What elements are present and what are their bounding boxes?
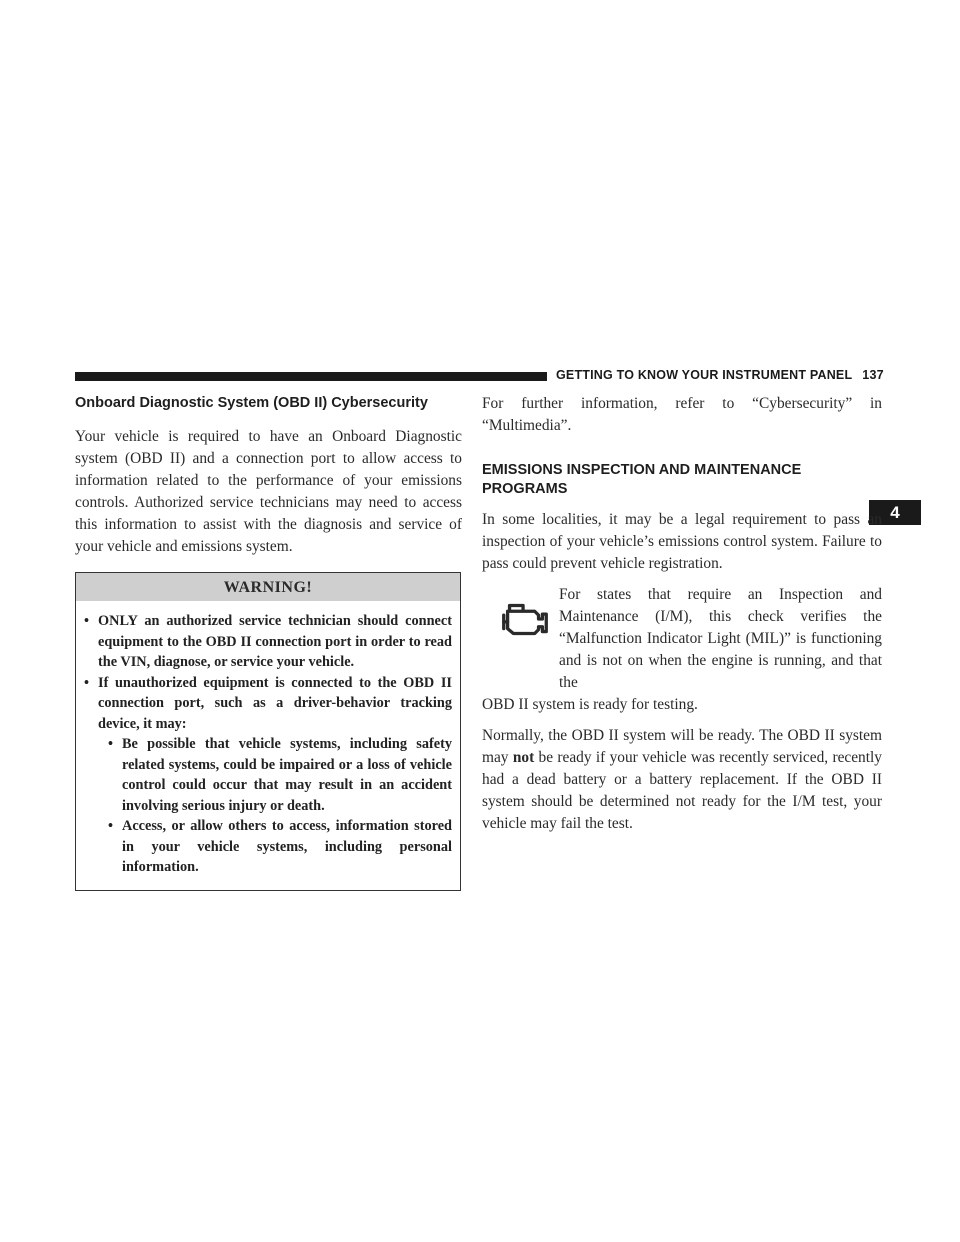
- warning-item-text: If unauthorized equipment is connected to the OBD II connection port, such as a driver-behavior tracking device, it may:: [98, 674, 452, 732]
- obd-ready-paragraph: [482, 725, 882, 835]
- running-header: [556, 368, 884, 382]
- warning-sub-list: [98, 734, 452, 878]
- mil-block: [482, 584, 882, 694]
- warning-sub-item: [108, 734, 452, 816]
- page-number: 137: [862, 368, 884, 382]
- obd-ready-emphasis: not: [512, 749, 535, 766]
- header-rule: [75, 372, 547, 381]
- left-column: [75, 393, 462, 891]
- warning-list: [76, 601, 460, 890]
- emissions-heading: EMISSIONS INSPECTION AND MAINTENANCE PROGRAMS: [482, 462, 802, 497]
- obd-intro-paragraph: Your vehicle is required to have an Onboard Diagnostic system (OBD II) and a connection port to allow access to information related to the performance of your emissions controls. Authorized service technicians may need to access this information to assist with the diagnosis and service of your vehicle and emissions system.: [75, 428, 462, 555]
- further-info-paragraph: For further information, refer to “Cybersecurity” in “Multimedia”.: [482, 395, 882, 434]
- emissions-paragraph: In some localities, it may be a legal requirement to pass an inspection of your vehicle’s emissions control system. Failure to pass could prevent vehicle registration.: [482, 511, 882, 572]
- warning-box: [75, 572, 461, 891]
- obd-ready-text-b: be ready if your vehicle was recently serviced, recently had a dead battery or a battery replacement. If the OBD II system should be determined not ready for the I/M test, your vehicle may fail the test.: [482, 749, 882, 832]
- mil-paragraph: For states that require an Inspection and Maintenance (I/M), this check verifies the “Malfunction Indicator Light (MIL)” is functioning and is not on when the engine is running, and that the: [559, 586, 882, 691]
- bullet: •: [108, 736, 114, 752]
- mil-paragraph-tail: OBD II system is ready for testing.: [482, 696, 698, 713]
- check-engine-icon: [496, 590, 554, 648]
- warning-sub-item: [108, 816, 452, 878]
- warning-item: [84, 611, 452, 673]
- warning-sub-item-text: Access, or allow others to access, information stored in your vehicle systems, including personal information.: [122, 818, 452, 875]
- bullet: •: [84, 613, 90, 629]
- obd-ready-text-a: Normally, the OBD II system will be ready. The OBD II system may: [482, 727, 882, 766]
- warning-title: WARNING!: [76, 573, 460, 601]
- chapter-tab: 4: [869, 500, 921, 525]
- warning-sub-item-text: Be possible that vehicle systems, including safety related systems, could be impaired or a loss of vehicle control could occur that may result in an accident involving serious injury or death.: [122, 736, 452, 814]
- bullet: •: [108, 818, 114, 834]
- header-section-title: GETTING TO KNOW YOUR INSTRUMENT PANEL: [556, 368, 853, 382]
- warning-item: [84, 673, 452, 878]
- bullet: •: [84, 674, 90, 691]
- right-column: [482, 393, 882, 844]
- warning-item-text: ONLY an authorized service technician should connect equipment to the OBD II connection port in order to read the VIN, diagnose, or service your vehicle.: [98, 613, 452, 670]
- obd-cybersecurity-heading: Onboard Diagnostic System (OBD II) Cybersecurity: [75, 395, 428, 411]
